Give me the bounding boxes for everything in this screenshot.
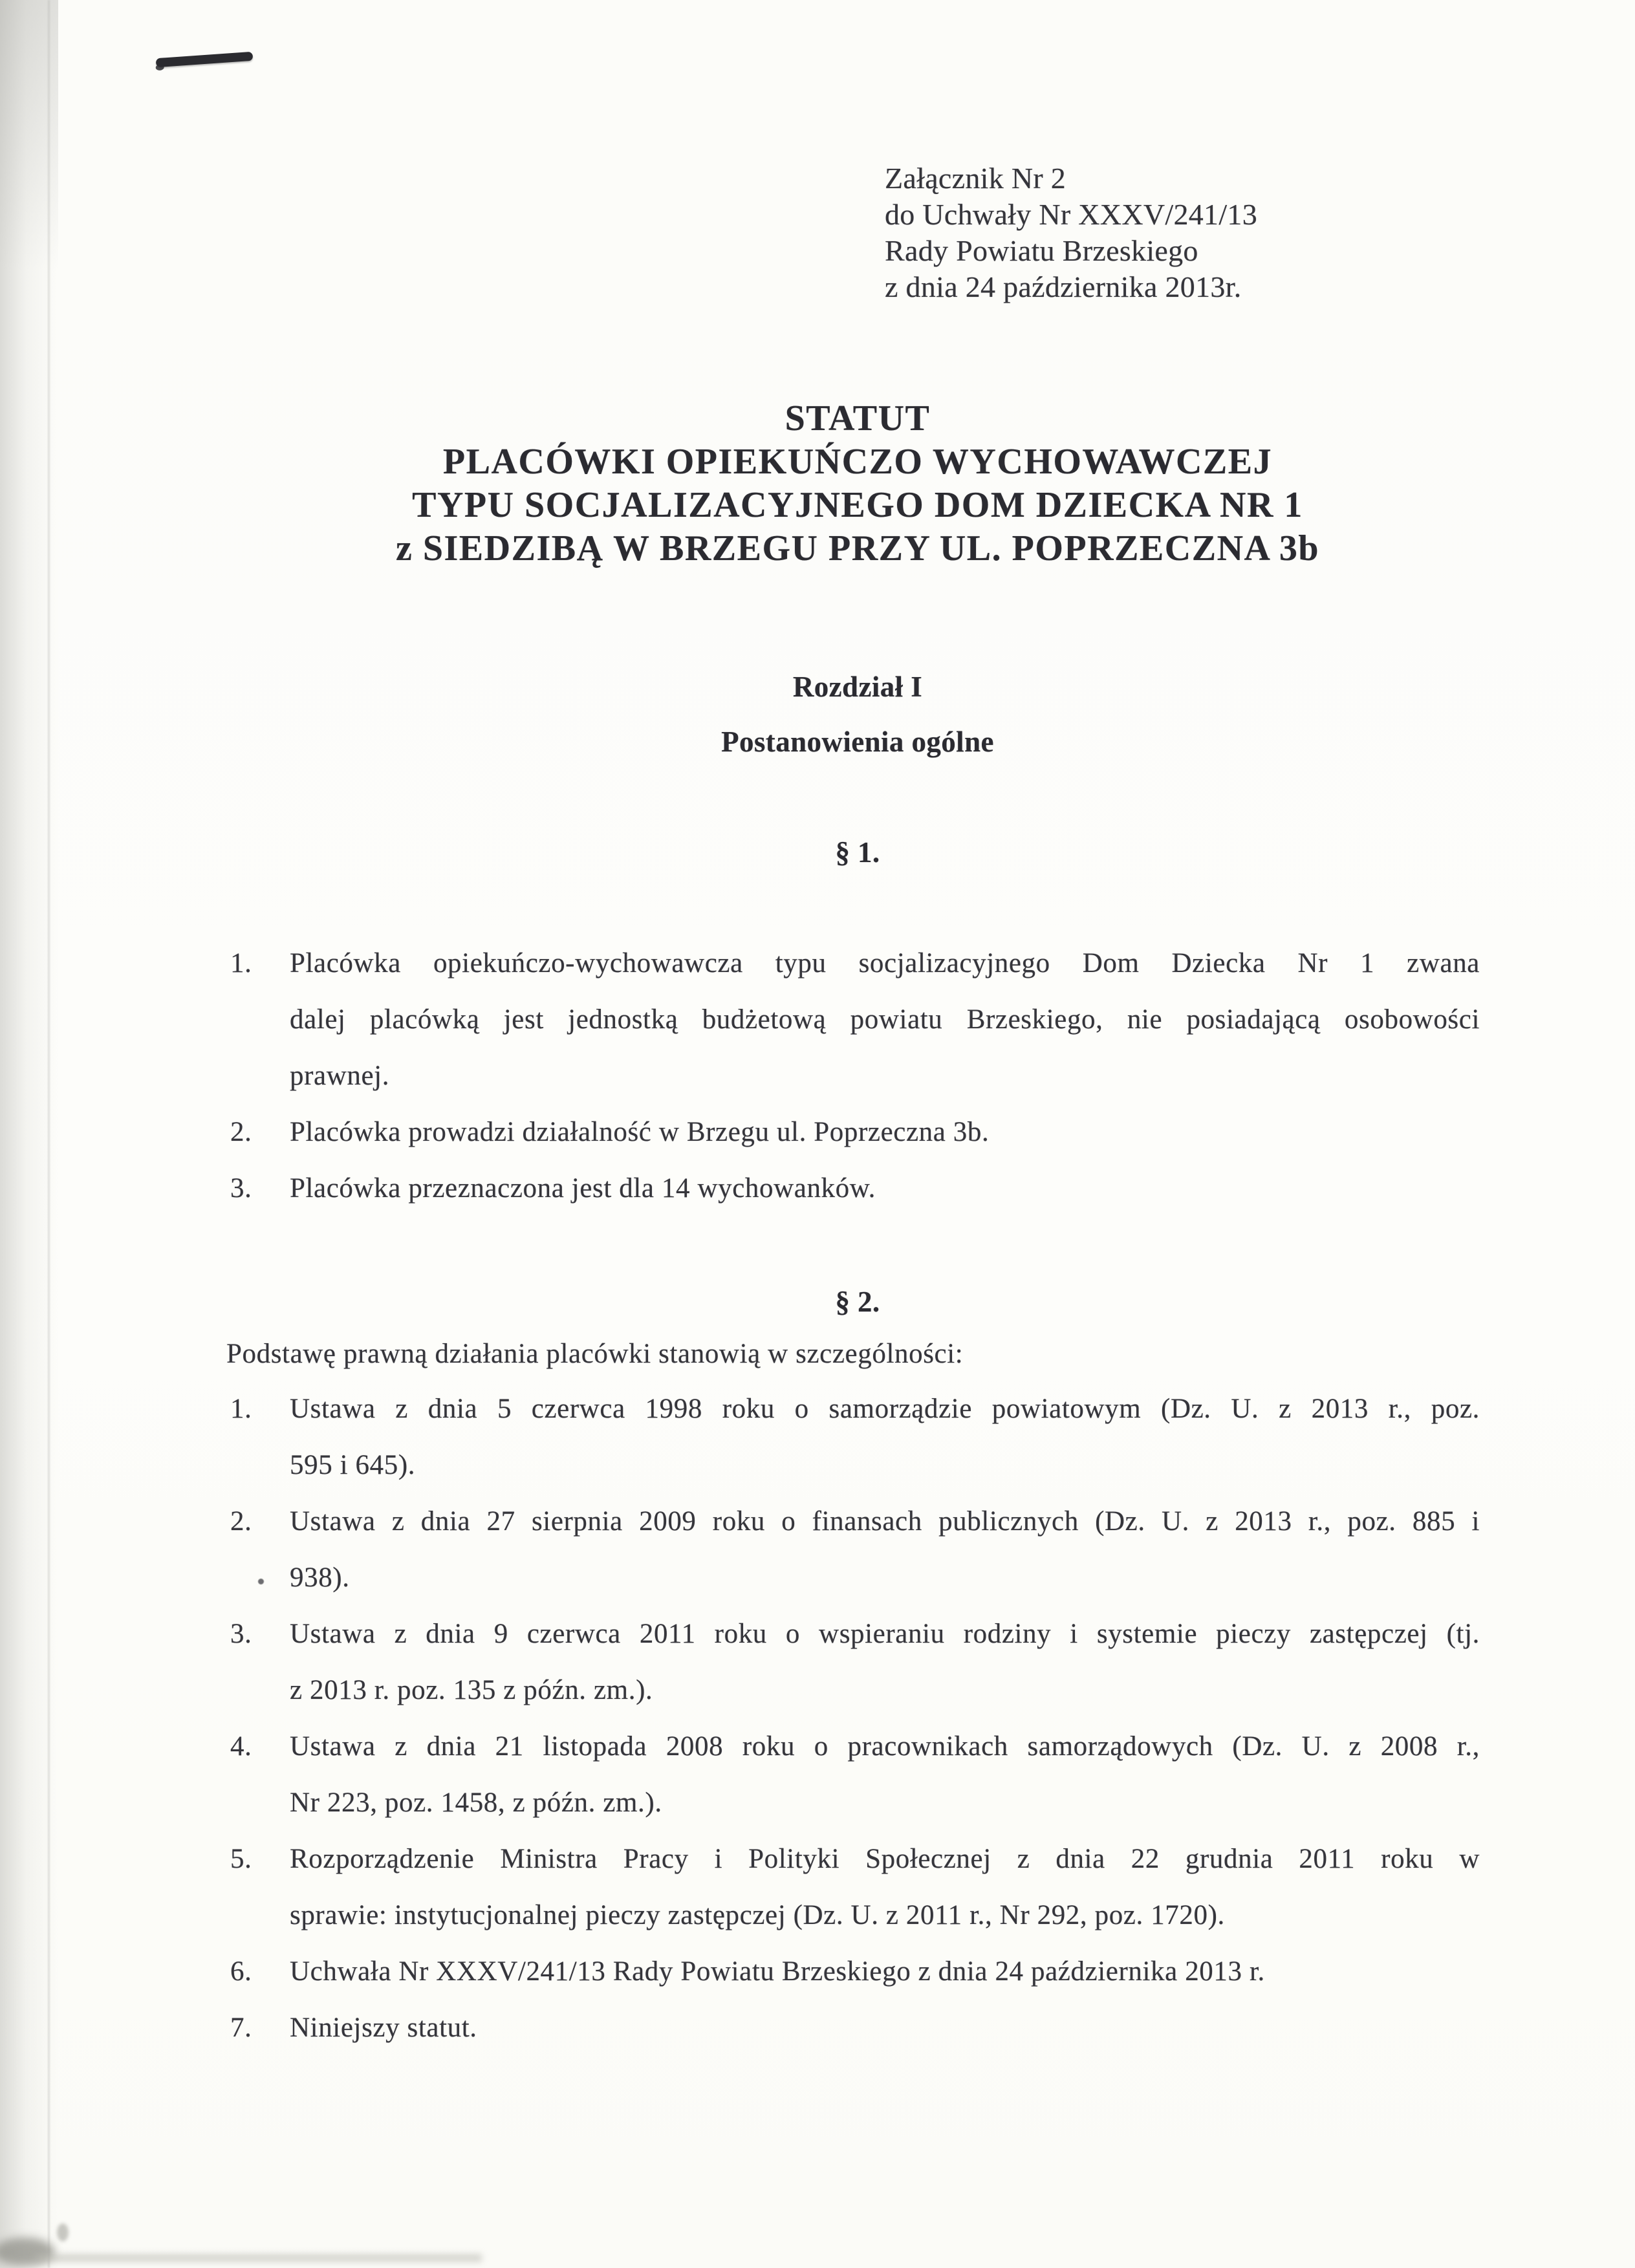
item-number: 7. xyxy=(230,2013,252,2043)
paragraph-2-intro: Podstawę prawną działania placówki stanowią w szczególności: xyxy=(226,1339,964,1369)
list-item xyxy=(220,1104,1480,1160)
text-line: Ustawa z dnia 5 czerwca 1998 roku o samorządzie powiatowym (Dz. U. z 2013 r., poz. xyxy=(290,1394,1480,1424)
text-line: prawnej. xyxy=(290,1061,390,1091)
item-number: 3. xyxy=(230,1619,252,1649)
text-line: 595 i 645). xyxy=(290,1450,416,1480)
list-item xyxy=(220,1718,1480,1831)
text-line: sprawie: instytucjonalnej pieczy zastępczej (Dz. U. z 2011 r., Nr 292, poz. 1720). xyxy=(290,1900,1225,1930)
text-line: Rozporządzenie Ministra Pracy i Polityki Społecznej z dnia 22 grudnia 2011 roku w xyxy=(290,1844,1480,1874)
text-line: z SIEDZIBĄ W BRZEGU PRZY UL. POPRZECZNA 3b xyxy=(396,528,1319,568)
text-line: TYPU SOCJALIZACYJNEGO DOM DZIECKA NR 1 xyxy=(412,485,1303,525)
list-item xyxy=(220,2000,1480,2056)
paragraph-1-list xyxy=(220,935,1480,1216)
text-line: Załącznik Nr 2 xyxy=(885,162,1067,195)
text-line: Ustawa z dnia 21 listopada 2008 roku o pracownikach samorządowych (Dz. U. z 2008 r., xyxy=(290,1731,1480,1762)
item-number: 2. xyxy=(230,1506,252,1537)
text-line: STATUT xyxy=(785,398,931,438)
text-line: PLACÓWKI OPIEKUŃCZO WYCHOWAWCZEJ xyxy=(442,442,1273,482)
item-number: 2. xyxy=(230,1117,252,1147)
bottom-smudge-speck xyxy=(57,2223,69,2241)
item-number: 5. xyxy=(230,1844,252,1874)
item-number: 1. xyxy=(230,948,252,978)
text-line: Placówka opiekuńczo-wychowawcza typu socjalizacyjnego Dom Dziecka Nr 1 zwana xyxy=(290,948,1480,978)
text-line: Ustawa z dnia 27 sierpnia 2009 roku o finansach publicznych (Dz. U. z 2013 r., poz. 885 i xyxy=(290,1506,1480,1537)
item-number: 6. xyxy=(230,1956,252,1987)
text-line: Niniejszy statut. xyxy=(290,2013,477,2043)
text-line: Uchwała Nr XXXV/241/13 Rady Powiatu Brzeskiego z dnia 24 października 2013 r. xyxy=(290,1956,1265,1987)
text-line: dalej placówką jest jednostką budżetową powiatu Brzeskiego, nie posiadającą osobowości xyxy=(290,1004,1480,1035)
chapter-heading: Rozdział I xyxy=(792,671,923,703)
list-item xyxy=(220,1160,1480,1216)
ink-mark-artifact xyxy=(156,52,254,67)
text-line: 938). xyxy=(290,1562,350,1593)
list-item xyxy=(220,1831,1480,1943)
attachment-note xyxy=(885,160,1257,305)
item-number: 3. xyxy=(230,1173,252,1204)
text-line: z 2013 r. poz. 135 z późn. zm.). xyxy=(290,1675,653,1705)
text-line: Nr 223, poz. 1458, z późn. zm.). xyxy=(290,1787,662,1818)
paragraph-1-label: § 1. xyxy=(835,836,880,869)
text-line: Placówka prowadzi działalność w Brzegu ul. Poprzeczna 3b. xyxy=(290,1117,990,1147)
item-number: 4. xyxy=(230,1731,252,1762)
chapter-subheading: Postanowienia ogólne xyxy=(721,726,994,758)
text-line: Rady Powiatu Brzeskiego xyxy=(885,234,1198,267)
item-number: 1. xyxy=(230,1394,252,1424)
list-item xyxy=(220,1493,1480,1606)
text-line: z dnia 24 października 2013r. xyxy=(885,270,1242,303)
bottom-smudge-streak xyxy=(36,2254,482,2262)
paragraph-2-list xyxy=(220,1381,1480,2056)
text-line: do Uchwały Nr XXXV/241/13 xyxy=(885,198,1258,231)
list-item xyxy=(220,935,1480,1104)
paragraph-2-label: § 2. xyxy=(835,1286,880,1318)
list-item xyxy=(220,1381,1480,1493)
list-item xyxy=(220,1943,1480,2000)
list-item xyxy=(220,1606,1480,1718)
scan-fold-line xyxy=(48,0,50,2268)
document-title xyxy=(228,397,1488,570)
text-line: Placówka przeznaczona jest dla 14 wychowanków. xyxy=(290,1173,876,1204)
text-line: Ustawa z dnia 9 czerwca 2011 roku o wspieraniu rodziny i systemie pieczy zastępczej (tj. xyxy=(290,1619,1480,1649)
